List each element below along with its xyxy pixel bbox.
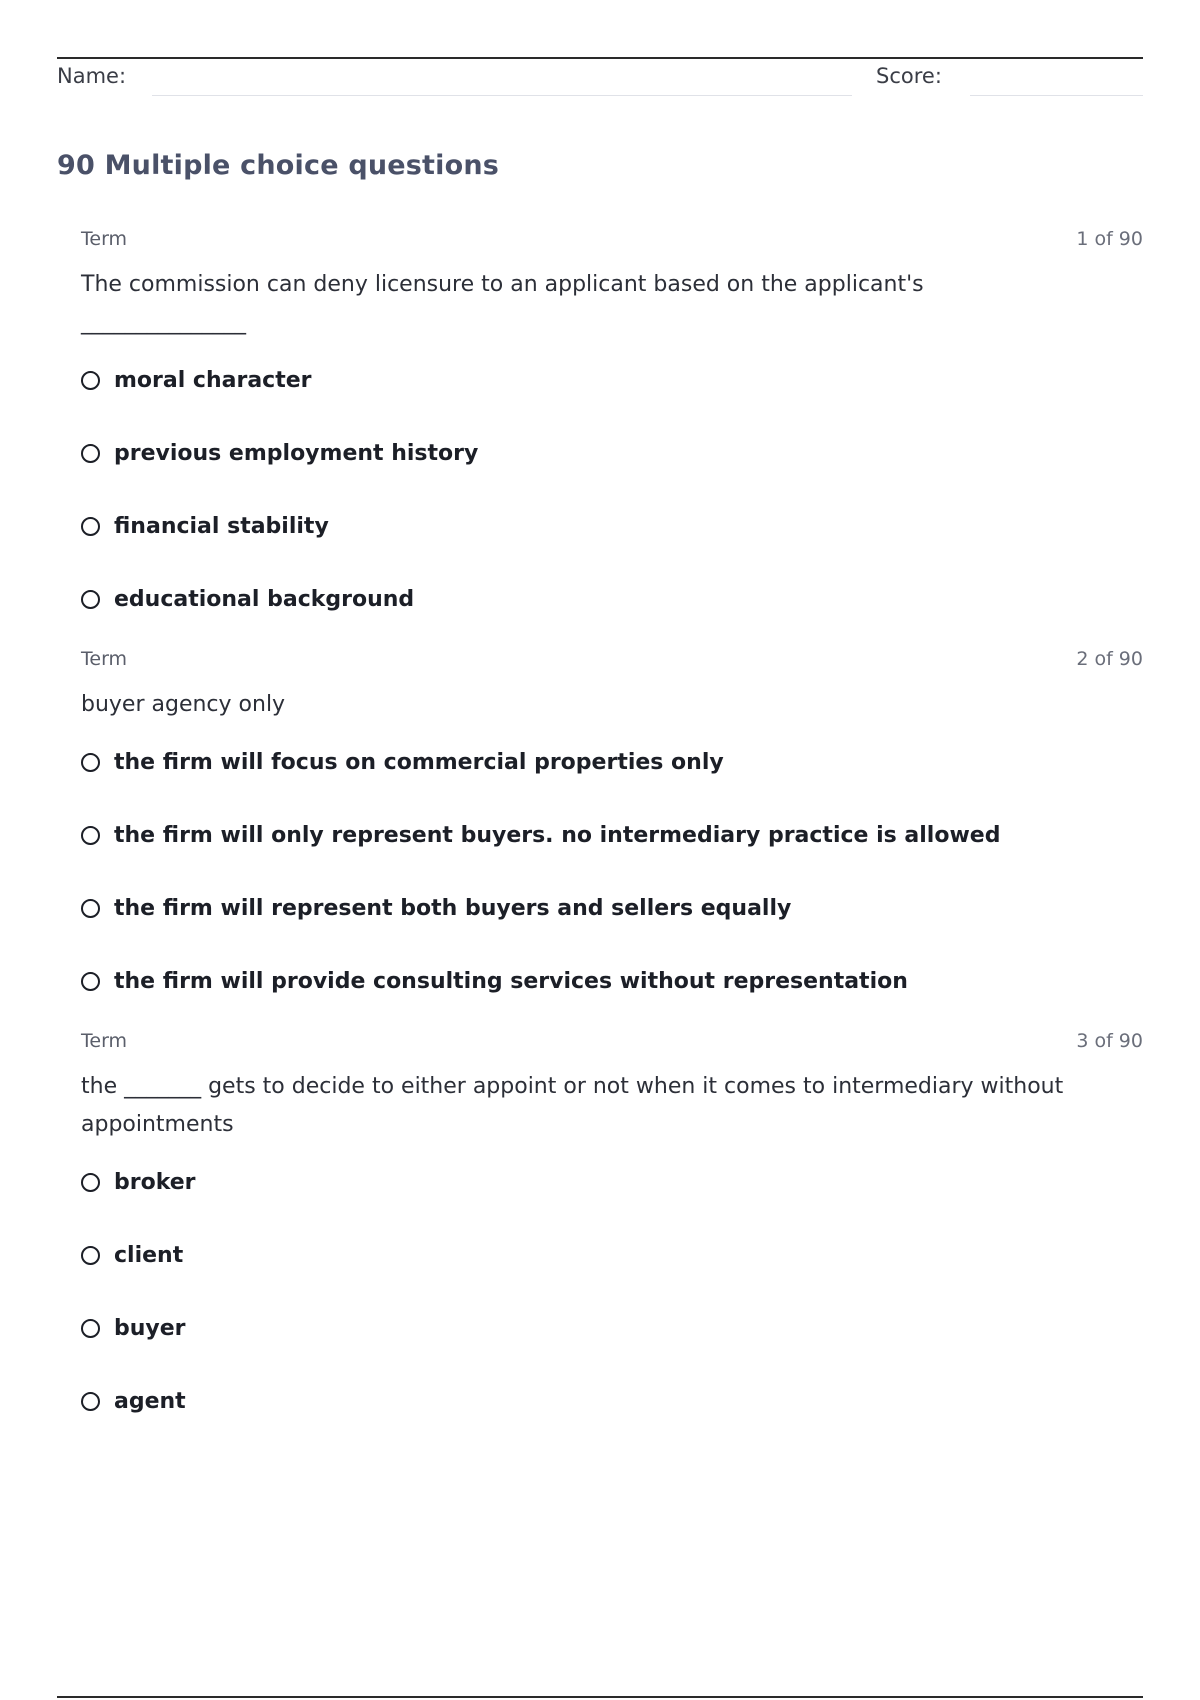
answer-option[interactable] [81, 884, 1143, 932]
score-label: Score: [876, 64, 942, 88]
answer-options [81, 738, 1143, 1005]
question-counter: 2 of 90 [1076, 648, 1143, 670]
radio-button[interactable] [81, 753, 100, 772]
answer-label: educational background [114, 586, 415, 612]
answer-label: financial stability [114, 513, 329, 539]
answer-option[interactable] [81, 957, 1143, 1005]
radio-button[interactable] [81, 517, 100, 536]
question-text: the _______ gets to decide to either appoint or not when it comes to intermediary without appointments [81, 1074, 1064, 1137]
answer-options [81, 356, 1143, 623]
name-field[interactable] [152, 95, 852, 96]
top-divider [57, 57, 1143, 59]
answer-label: broker [114, 1169, 196, 1195]
term-label: Term [81, 648, 128, 670]
term-label: Term [81, 1030, 128, 1052]
term-label: Term [81, 228, 128, 250]
question-text: The commission can deny licensure to an applicant based on the applicant's _______________ [81, 272, 924, 335]
answer-option[interactable] [81, 575, 1143, 623]
radio-button[interactable] [81, 371, 100, 390]
question-header [81, 1030, 1143, 1058]
name-label: Name: [57, 64, 127, 88]
answer-option[interactable] [81, 811, 1143, 859]
radio-button[interactable] [81, 1246, 100, 1265]
answer-option[interactable] [81, 738, 1143, 786]
radio-button[interactable] [81, 1173, 100, 1192]
answer-label: the firm will focus on commercial properties only [114, 749, 724, 775]
radio-button[interactable] [81, 1392, 100, 1411]
radio-button[interactable] [81, 899, 100, 918]
radio-button[interactable] [81, 590, 100, 609]
question-list [81, 228, 1143, 1450]
answer-label: the firm will represent both buyers and sellers equally [114, 895, 792, 921]
answer-label: client [114, 1242, 184, 1268]
question-header [81, 648, 1143, 676]
question-counter: 3 of 90 [1076, 1030, 1143, 1052]
answer-label: buyer [114, 1315, 186, 1341]
question-counter: 1 of 90 [1076, 228, 1143, 250]
bottom-divider [57, 1696, 1143, 1698]
worksheet-page [57, 0, 1143, 1700]
answer-option[interactable] [81, 1158, 1143, 1206]
answer-option[interactable] [81, 429, 1143, 477]
radio-button[interactable] [81, 444, 100, 463]
answer-label: previous employment history [114, 440, 479, 466]
answer-option[interactable] [81, 356, 1143, 404]
question-3 [81, 1030, 1143, 1425]
question-header [81, 228, 1143, 256]
score-field[interactable] [970, 95, 1143, 96]
radio-button[interactable] [81, 1319, 100, 1338]
section-title: 90 Multiple choice questions [57, 150, 500, 181]
worksheet-header [57, 62, 1143, 98]
question-1 [81, 228, 1143, 623]
answer-label: the firm will only represent buyers. no intermediary practice is allowed [114, 822, 1001, 848]
answer-label: moral character [114, 367, 312, 393]
answer-option[interactable] [81, 1304, 1143, 1352]
answer-option[interactable] [81, 1377, 1143, 1425]
question-text: buyer agency only [81, 692, 286, 717]
answer-label: the firm will provide consulting services without representation [114, 968, 908, 994]
radio-button[interactable] [81, 826, 100, 845]
answer-option[interactable] [81, 502, 1143, 550]
answer-option[interactable] [81, 1231, 1143, 1279]
answer-options [81, 1158, 1143, 1425]
answer-label: agent [114, 1388, 186, 1414]
radio-button[interactable] [81, 972, 100, 991]
question-2 [81, 648, 1143, 1005]
